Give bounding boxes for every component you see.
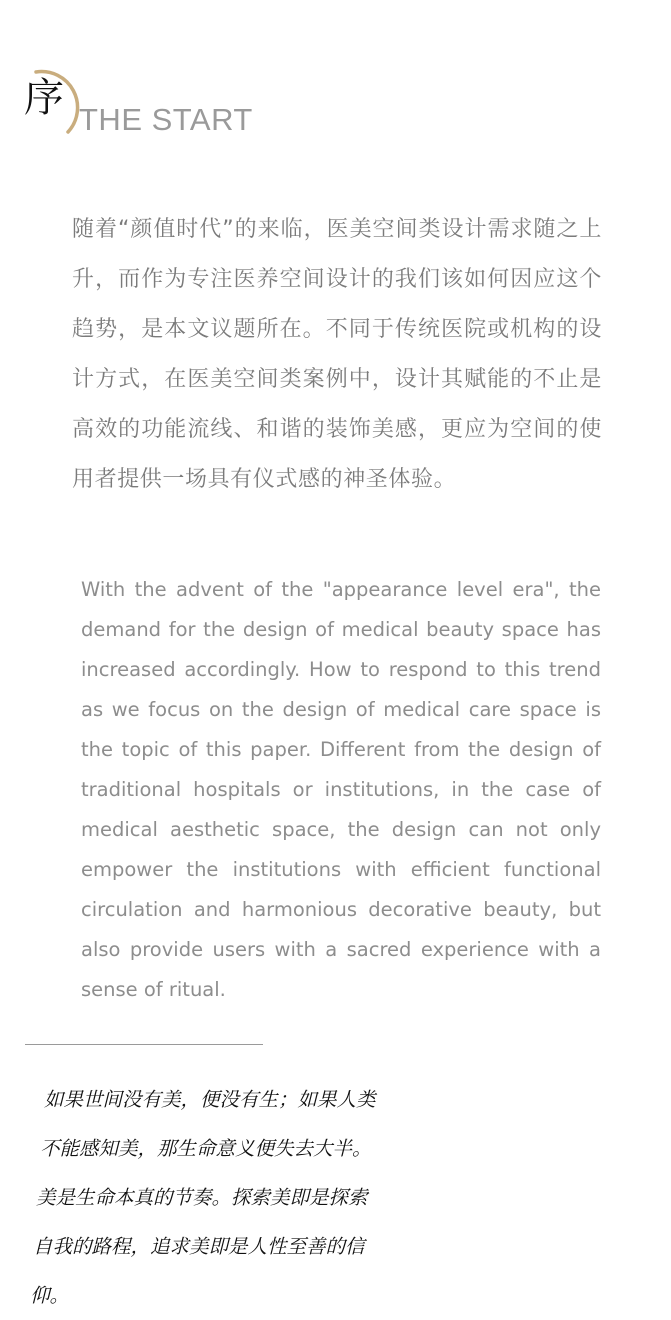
quote-line: 仰。 [30, 1284, 70, 1307]
preface-seal-character: 序 [24, 75, 64, 121]
quote-line: 自我的路程，追求美即是人性至善的信 [33, 1235, 365, 1258]
intro-paragraph-english: With the advent of the "appearance level era", the demand for the design of medical beauty space has increased accordingly. How to respond to this trend as we focus on the design of medical care space is the topic of this paper. Different from the design of traditional hospitals or institutions, in the case of medical aesthetic space, the design can not only empower the institutions with efficient functional circulation and harmonious decorative beauty, but also provide users with a sacred experience with a sense of ritual. [81, 578, 601, 1001]
quote-line: 美是生命本真的节奏。探索美即是探索 [36, 1186, 368, 1209]
section-title: THE START [79, 102, 253, 137]
intro-paragraph-chinese: 随着“颜值时代”的来临，医美空间类设计需求随之上升，而作为专注医养空间设计的我们该如何因应这个趋势，是本文议题所在。不同于传统医院或机构的设计方式，在医美空间类案例中，设计其赋能的不止是高效的功能流线、和谐的装饰美感，更应为空间的使用者提供一场具有仪式感的神圣体验。 [72, 217, 602, 492]
section-divider [25, 1044, 263, 1045]
quote-line: 不能感知美，那生命意义便失去大半。 [40, 1137, 372, 1160]
section-header [22, 62, 282, 142]
quote-line: 如果世间没有美，便没有生；如果人类 [44, 1088, 376, 1111]
